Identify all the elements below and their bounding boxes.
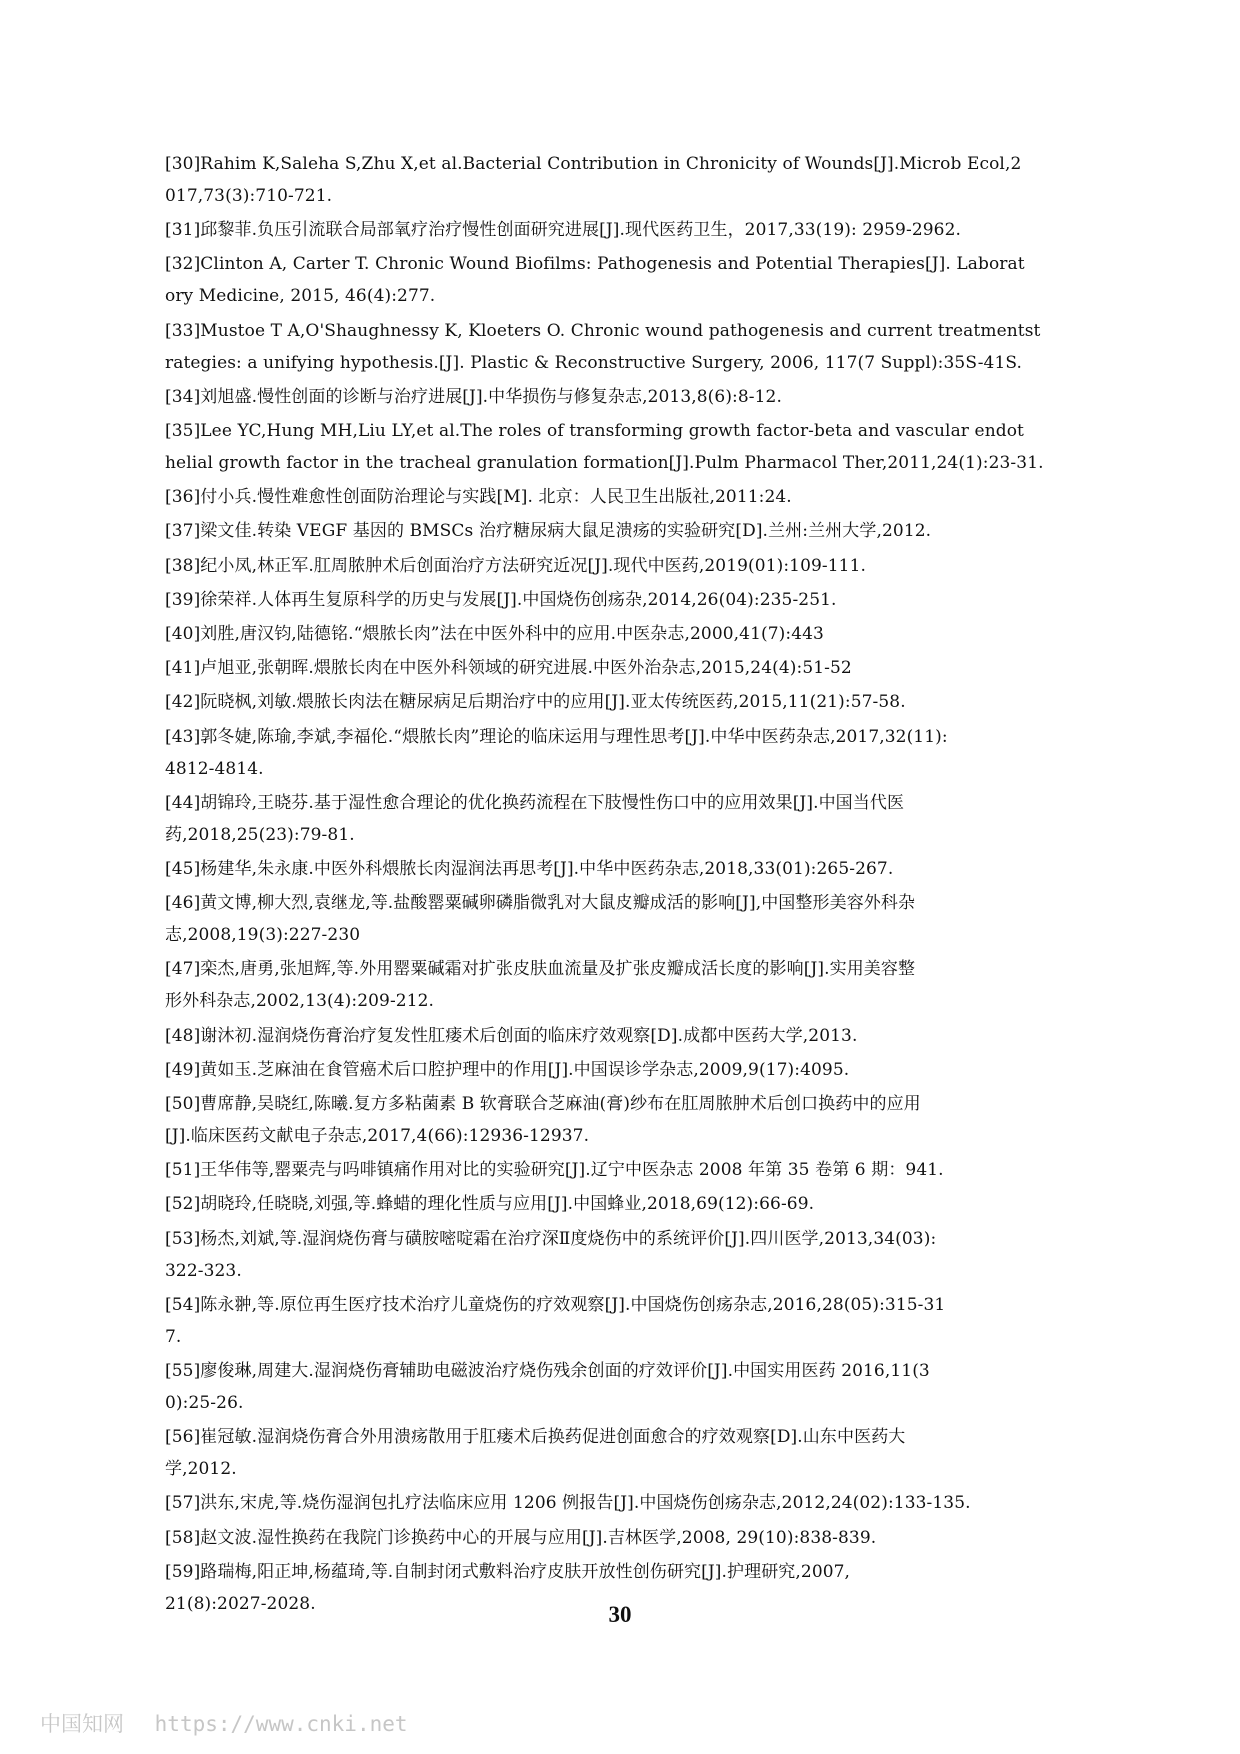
reference-line: [52]胡晓玲,任晓晓,刘强,等.蜂蜡的理化性质与应用[J].中国蜂业,2018,69(12):66-69. (165, 1194, 815, 1215)
reference-line: 学,2012. (165, 1459, 237, 1480)
reference-line: [37]梁文佳.转染 VEGF 基因的 BMSCs 治疗糖尿病大鼠足溃疡的实验研究[D].兰州:兰州大学,2012. (165, 521, 932, 542)
reference-entry (165, 853, 1097, 885)
reference-entry (165, 214, 1097, 246)
reference-entry (165, 148, 1097, 212)
reference-line: [30]Rahim K,Saleha S,Zhu X,et al.Bacterial Contribution in Chronicity of Wounds[J].Microb Ecol,2 (165, 154, 1022, 174)
reference-line: [49]黄如玉.芝麻油在食管癌术后口腔护理中的作用[J].中国误诊学杂志,2009,9(17):4095. (165, 1059, 850, 1080)
reference-line: 形外科杂志,2002,13(4):209-212. (165, 991, 435, 1012)
reference-entry (165, 515, 1097, 547)
reference-entry (165, 953, 1097, 1017)
reference-entry (165, 887, 1097, 951)
reference-line: [48]谢沐初.湿润烧伤膏治疗复发性肛瘘术后创面的临床疗效观察[D].成都中医药大学,2013. (165, 1025, 858, 1046)
reference-line: [34]刘旭盛.慢性创面的诊断与治疗进展[J].中华损伤与修复杂志,2013,8(6):8-12. (165, 386, 782, 407)
reference-line: [44]胡锦玲,王晓芬.基于湿性愈合理论的优化换药流程在下肢慢性伤口中的应用效果[J].中国当代医 (165, 792, 905, 813)
reference-entry (165, 248, 1097, 312)
reference-entry (165, 1054, 1097, 1086)
reference-line: rategies: a unifying hypothesis.[J]. Plastic & Reconstructive Surgery, 2006, 117(7 Suppl):35S-41S. (165, 352, 1023, 373)
reference-line: 21(8):2027-2028. (165, 1593, 316, 1614)
reference-line: [42]阮晓枫,刘敏.煨脓长肉法在糖尿病足后期治疗中的应用[J].亚太传统医药,2015,11(21):57-58. (165, 692, 906, 713)
reference-line: [31]邱黎菲.负压引流联合局部氧疗治疗慢性创面研究进展[J].现代医药卫生，2017,33(19): 2959-2962. (165, 220, 961, 241)
reference-line: [35]Lee YC,Hung MH,Liu LY,et al.The roles of transforming growth factor-beta and vascular endot (165, 421, 1024, 441)
watermark-url: https://www.cnki.net (154, 1712, 408, 1736)
reference-entry (165, 1355, 1097, 1419)
reference-line: [45]杨建华,朱永康.中医外科煨脓长肉湿润法再思考[J].中华中医药杂志,2018,33(01):265-267. (165, 859, 894, 879)
reference-line: ory Medicine, 2015, 46(4):277. (165, 286, 436, 307)
cnki-watermark (40, 1708, 408, 1738)
reference-line: [33]Mustoe T A,O'Shaughnessy K, Kloeters O. Chronic wound pathogenesis and current treatmentst (165, 320, 1041, 341)
reference-entry (165, 787, 1097, 851)
reference-line: [38]纪小凤,林正军.肛周脓肿术后创面治疗方法研究近况[J].现代中医药,2019(01):109-111. (165, 555, 867, 576)
reference-entry (165, 1188, 1097, 1220)
reference-line: [56]崔冠敏.湿润烧伤膏合外用溃疡散用于肛瘘术后换药促进创面愈合的疗效观察[D].山东中医药大 (165, 1427, 906, 1448)
reference-line: [39]徐荣祥.人体再生复原科学的历史与发展[J].中国烧伤创疡杂,2014,26(04):235-251. (165, 589, 837, 610)
reference-line: [51]王华伟等,罂粟壳与吗啡镇痛作用对比的实验研究[J].辽宁中医杂志 2008 年第 35 卷第 6 期：941. (165, 1160, 944, 1181)
page-number: 30 (608, 1602, 632, 1627)
reference-line: helial growth factor in the tracheal granulation formation[J].Pulm Pharmacol Ther,2011,24(1):23-31. (165, 453, 1044, 473)
reference-entry (165, 381, 1097, 413)
reference-line: 322-323. (165, 1260, 242, 1281)
reference-line: [J].临床医药文献电子杂志,2017,4(66):12936-12937. (165, 1126, 590, 1146)
reference-entry (165, 550, 1097, 582)
reference-line: [40]刘胜,唐汉钧,陆德铭.“煨脓长肉”法在中医外科中的应用.中医杂志,2000,41(7):443 (165, 624, 824, 644)
reference-entry (165, 652, 1097, 684)
reference-entry (165, 618, 1097, 650)
reference-line: [59]路瑞梅,阳正坤,杨蕴琦,等.自制封闭式敷料治疗皮肤开放性创伤研究[J].护理研究,2007, (165, 1561, 851, 1582)
reference-entry (165, 1020, 1097, 1052)
reference-entry (165, 721, 1097, 785)
reference-line: 7. (165, 1326, 182, 1347)
reference-entry (165, 415, 1097, 479)
reference-line: [53]杨杰,刘斌,等.湿润烧伤膏与磺胺嘧啶霜在治疗深Ⅱ度烧伤中的系统评价[J].四川医学,2013,34(03): (165, 1228, 937, 1249)
reference-entry (165, 1088, 1097, 1152)
reference-line: 药,2018,25(23):79-81. (165, 824, 355, 845)
reference-line: [57]洪东,宋虎,等.烧伤湿润包扎疗法临床应用 1206 例报告[J].中国烧伤创疡杂志,2012,24(02):133-135. (165, 1493, 971, 1514)
reference-line: [32]Clinton A, Carter T. Chronic Wound Biofilms: Pathogenesis and Potential Therapies[J]. Laborat (165, 254, 1025, 275)
watermark-brand: 中国知网 (40, 1712, 124, 1736)
reference-line: [50]曹席静,吴晓红,陈曦.复方多粘菌素 B 软膏联合芝麻油(膏)纱布在肛周脓肿术后创口换药中的应用 (165, 1094, 921, 1114)
reference-line: [47]栾杰,唐勇,张旭辉,等.外用罂粟碱霜对扩张皮肤血流量及扩张皮瓣成活长度的影响[J].实用美容整 (165, 959, 916, 980)
reference-entry (165, 686, 1097, 718)
reference-entry (165, 315, 1097, 379)
reference-entry (165, 1289, 1097, 1353)
reference-line: [36]付小兵.慢性难愈性创面防治理论与实践[M]. 北京：人民卫生出版社,2011:24. (165, 487, 792, 508)
reference-line: [55]廖俊琳,周建大.湿润烧伤膏辅助电磁波治疗烧伤残余创面的疗效评价[J].中国实用医药 2016,11(3 (165, 1361, 930, 1381)
reference-line: [54]陈永翀,等.原位再生医疗技术治疗儿童烧伤的疗效观察[J].中国烧伤创疡杂志,2016,28(05):315-31 (165, 1294, 946, 1315)
reference-line: 0):25-26. (165, 1393, 244, 1413)
reference-line: [46]黄文博,柳大烈,袁继龙,等.盐酸罂粟碱卵磷脂微乳对大鼠皮瓣成活的影响[J],中国整形美容外科杂 (165, 893, 916, 914)
reference-entry (165, 1522, 1097, 1554)
reference-entry (165, 1487, 1097, 1519)
reference-entry (165, 584, 1097, 616)
reference-entry (165, 1154, 1097, 1186)
reference-line: [43]郭冬婕,陈瑜,李斌,李福伦.“煨脓长肉”理论的临床运用与理性思考[J].中华中医药杂志,2017,32(11): (165, 726, 948, 747)
reference-entry (165, 1223, 1097, 1287)
reference-line: [41]卢旭亚,张朝晖.煨脓长肉在中医外科领域的研究进展.中医外治杂志,2015,24(4):51-52 (165, 658, 852, 679)
reference-line: 017,73(3):710-721. (165, 186, 333, 206)
reference-entry (165, 481, 1097, 513)
reference-line: 4812-4814. (165, 758, 264, 779)
reference-line: 志,2008,19(3):227-230 (165, 925, 361, 946)
reference-entry (165, 1421, 1097, 1485)
reference-line: [58]赵文波.湿性换药在我院门诊换药中心的开展与应用[J].吉林医学,2008, 29(10):838-839. (165, 1527, 877, 1548)
